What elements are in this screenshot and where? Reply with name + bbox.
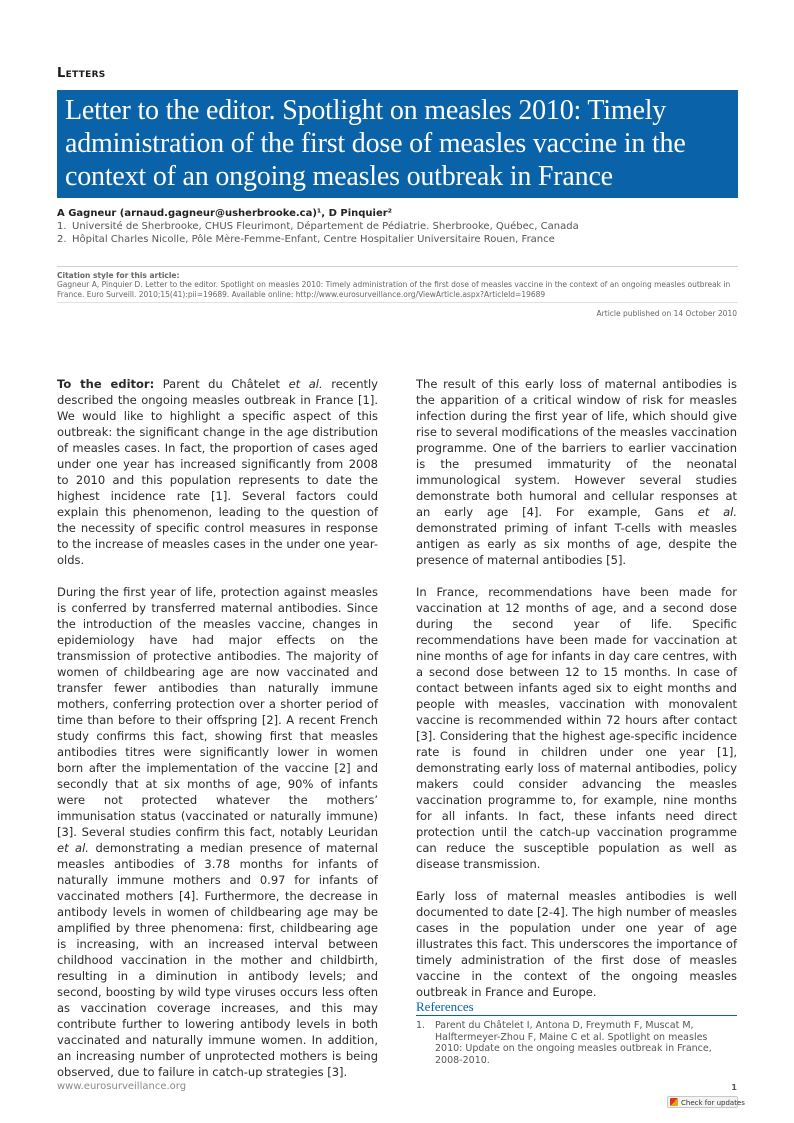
article-title: Letter to the editor. Spotlight on measles 2010: Timely administration of the first dose of measles vaccine in the context of an ongoing measles outbreak in France <box>65 95 686 192</box>
title-banner <box>57 90 738 198</box>
body-column-left <box>57 376 378 1096</box>
section-label: Letters <box>57 66 106 81</box>
page-number: 1 <box>731 1083 737 1092</box>
reference-number: 1. <box>416 1020 426 1031</box>
affiliation-1 <box>57 221 579 232</box>
crossmark-icon <box>670 1098 678 1106</box>
citation-heading: Citation style for this article: <box>57 271 180 280</box>
affiliation-text: Université de Sherbrooke, CHUS Fleurimont, Département de Pédiatrie. Sherbrooke, Québec, Canada <box>72 221 579 232</box>
affiliation-text: Hôpital Charles Nicolle, Pôle Mère-Femme-Enfant, Centre Hospitalier Universitaire Rouen, France <box>72 234 555 245</box>
check-for-updates-button[interactable] <box>667 1096 745 1108</box>
body-paragraph <box>57 376 378 568</box>
authors: A Gagneur (arnaud.gagneur@usherbrooke.ca)¹, D Pinquier² <box>57 208 393 219</box>
body-paragraph: In France, recommendations have been made for vaccination at 12 months of age, and a second dose during the second year of life. Specific recommendations have been made for vaccination at nine months of age for infants in day care centres, with a second dose between 12 to 15 months. In case of contact between infants aged six to eight months and people with measles, vaccination with monovalent vaccine is recommended within 72 hours after contact [3]. Considering that the highest age-specific incidence rate is found in children under one year [1], demonstrating early loss of maternal antibodies, policy makers could consider advancing the measles vaccination programme to, for example, nine months for all infants. In fact, these infants need direct protection until the catch-up vaccination programme can reduce the susceptible population as well as disease transmission. <box>416 585 737 871</box>
divider <box>57 302 738 303</box>
reference-item <box>416 1020 737 1066</box>
body-paragraph <box>57 584 378 1080</box>
affiliation-number: 2. <box>57 234 67 245</box>
et-al: et al. <box>697 505 737 519</box>
affiliation-2 <box>57 234 555 245</box>
footer-url[interactable]: www.eurosurveillance.org <box>57 1081 187 1092</box>
references-divider <box>416 1015 737 1016</box>
reference-text: Parent du Châtelet I, Antona D, Freymuth F, Muscat M, Halftermeyer-Zhou F, Maine C et al. Spotlight on measles 2010: Update on the ongoing measles outbreak in France, 2008-2010. <box>435 1020 712 1066</box>
text-run: Parent du Châtelet <box>154 377 289 391</box>
salutation: To the editor: <box>57 377 155 391</box>
body-paragraph: Early loss of maternal measles antibodies is well documented to date [2-4]. The high number of measles cases in the population under one year of age illustrates this fact. This underscores the importance of timely administration of the first dose of measles vaccine in the context of the ongoing measles outbreak in France and Europe. <box>416 889 737 999</box>
body-paragraph <box>416 376 737 568</box>
et-al: et al. <box>57 841 89 855</box>
text-run: recently described the ongoing measles outbreak in France [1]. We would like to highlight a specific aspect of this outbreak: the significant change in the age distribution of measles cases. In fact, the proportion of cases aged under one year has increased significantly from 2008 to 2010 and this population represents to date the highest incidence rate [1]. Several factors could explain this phenomenon, leading to the question of the necessity of specific control measures in response to the increase of measles cases in the under one year-olds. <box>57 377 378 567</box>
et-al: et al. <box>288 377 323 391</box>
text-run: demonstrating a median presence of maternal measles antibodies of 3.78 months for infants of naturally immune mothers and 0.97 for infants of vaccinated mothers [4]. Furthermore, the decrease in antibody levels in women of childbearing age may be amplified by three phenomena: first, childbearing age is increasing, with an increased interval between childhood vaccination in the mother and childbirth, resulting in a diminution in antibody levels; and second, boosting by wild type viruses occurs less often as vaccination coverage increases, and this may contribute further to lowering antibody levels in both vaccinated and naturally immune women. In addition, an increasing number of unprotected mothers is being observed, due to failure in catch-up strategies [3]. <box>57 841 379 1079</box>
badge-label: Check for updates <box>681 1099 745 1107</box>
text-run: demonstrated priming of infant T-cells with measles antigen as early as six months of age, despite the presence of maternal antibodies [5]. <box>416 521 737 567</box>
text-run: The result of this early loss of maternal antibodies is the apparition of a critical window of risk for measles infection during the first year of life, which should give rise to several modifications of the measles vaccination programme. One of the barriers to earlier vaccination is the presumed immaturity of the neonatal immunological system. However several studies demonstrate both humoral and cellular responses at an early age [4]. For example, Gans <box>416 377 738 519</box>
body-column-right <box>416 376 737 1016</box>
text-run: During the first year of life, protection against measles is conferred by transferred maternal antibodies. Since the introduction of the measles vaccine, changes in epidemiology have had major effects on the transmission of protective antibodies. The majority of women of childbearing age are now vaccinated and transfer fewer antibodies than naturally immune mothers, conferring protection over a shorter period of time than before to their offspring [2]. A recent French study confirms this fact, showing first that measles antibodies titres were significantly lower in women born after the implementation of the vaccine [2] and secondly that at six months of age, 90% of infants were not protected whatever the mothers’ immunisation status (vaccinated or naturally immune) [3]. Several studies confirm this fact, notably Leuridan <box>57 585 378 839</box>
affiliation-number: 1. <box>57 221 67 232</box>
divider <box>57 266 738 267</box>
citation-text: Gagneur A, Pinquier D. Letter to the editor. Spotlight on measles 2010: Timely administration of the first dose of measles vaccine in the context of an ongoing measles outbreak in France. Euro Surveill. 2010;15(41):pii=19689. Available online: http://www.eurosurveillance.org/ViewArticle.aspx?ArticleId=19689 <box>57 280 731 299</box>
references-heading: References <box>416 999 474 1014</box>
published-date: Article published on 14 October 2010 <box>596 309 737 318</box>
